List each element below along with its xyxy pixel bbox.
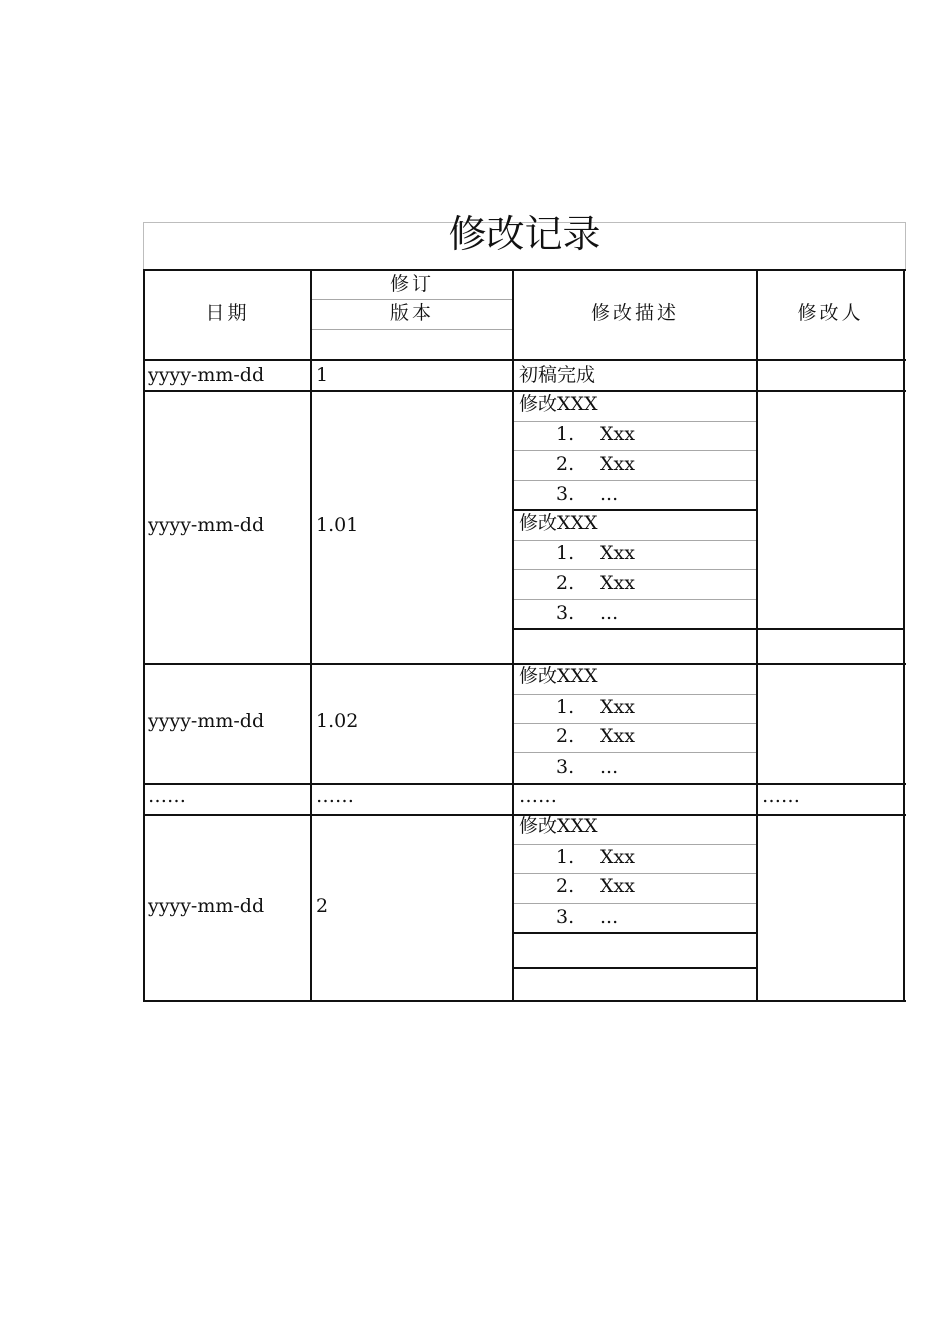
list-item-number: 1. (556, 542, 575, 564)
list-item-text: Xxx (600, 423, 635, 445)
list-item-number: 2. (556, 725, 575, 747)
list-item-text: Xxx (600, 453, 635, 475)
list-item-number: 1. (556, 846, 575, 868)
list-item-number: 3. (556, 756, 575, 778)
row-4-author: …… (762, 785, 800, 807)
list-item-number: 2. (556, 875, 575, 897)
row-1-description: 初稿完成 (519, 364, 596, 386)
list-item-number: 3. (556, 906, 575, 928)
list-item-text: ... (600, 602, 619, 624)
list-item-number: 1. (556, 696, 575, 718)
row-1-date: yyyy-mm-dd (148, 364, 265, 386)
row-3-date: yyyy-mm-dd (148, 710, 265, 732)
row-5-version: 2 (316, 895, 329, 917)
header-date: 日期 (205, 302, 250, 324)
row-2-group-2-heading: 修改XXX (519, 512, 598, 534)
list-item-text: Xxx (600, 542, 635, 564)
row-2-group-1-heading: 修改XXX (519, 393, 598, 415)
header-version-line2: 版本 (389, 302, 434, 324)
row-2-version: 1.01 (316, 514, 359, 536)
row-4-version: …… (316, 785, 354, 807)
header-description: 修改描述 (590, 302, 679, 324)
list-item-number: 2. (556, 572, 575, 594)
list-item-text: Xxx (600, 696, 635, 718)
row-1-version: 1 (316, 364, 329, 386)
row-5-date: yyyy-mm-dd (148, 895, 265, 917)
list-item-number: 3. (556, 483, 575, 505)
row-2-date: yyyy-mm-dd (148, 514, 265, 536)
list-item-text: ... (600, 906, 619, 928)
list-item-text: Xxx (600, 725, 635, 747)
list-item-number: 3. (556, 602, 575, 624)
row-5-group-1-heading: 修改XXX (519, 815, 598, 837)
list-item-text: ... (600, 483, 619, 505)
list-item-text: ... (600, 756, 619, 778)
row-3-version: 1.02 (316, 710, 359, 732)
list-item-text: Xxx (600, 875, 635, 897)
page-title: 修改记录 (448, 212, 601, 256)
header-author: 修改人 (797, 302, 864, 324)
row-4-date: …… (148, 785, 186, 807)
list-item-number: 1. (556, 423, 575, 445)
list-item-text: Xxx (600, 846, 635, 868)
header-version-line1: 修订 (389, 273, 434, 295)
row-4-description: …… (519, 785, 557, 807)
list-item-number: 2. (556, 453, 575, 475)
row-3-group-1-heading: 修改XXX (519, 665, 598, 687)
list-item-text: Xxx (600, 572, 635, 594)
